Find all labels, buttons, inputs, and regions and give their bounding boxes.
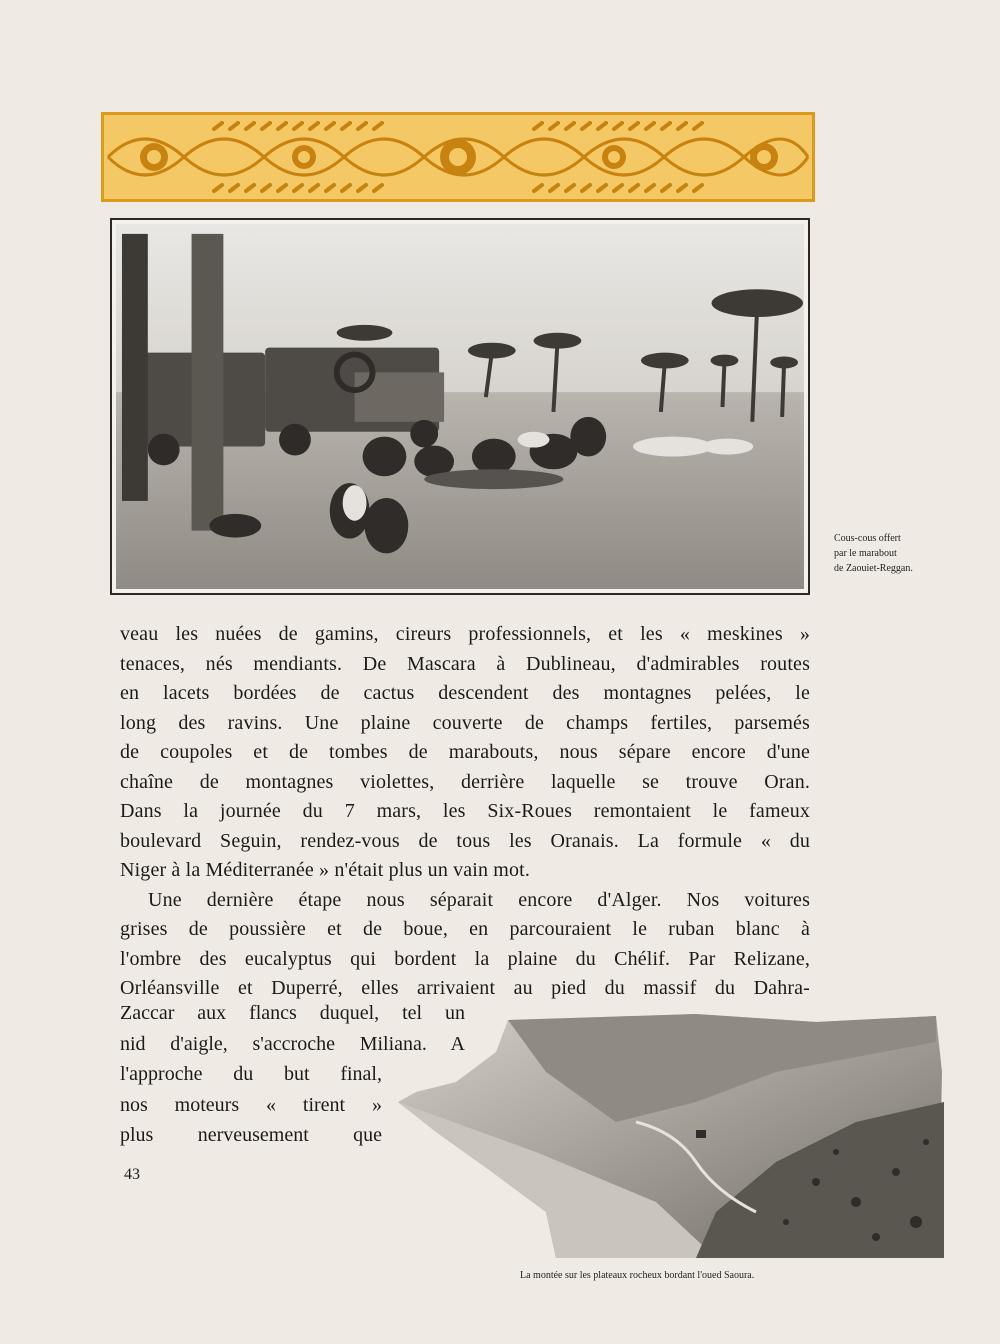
text-line: Orléansville et Duperré, elles arrivaient au pied du massif du Dahra- [120, 977, 810, 999]
text-line: veau les nuées de gamins, cireurs professionnels, et les « meskines » [120, 623, 810, 645]
text-line: Niger à la Méditerranée » n'était plus un vain mot. [120, 859, 531, 881]
text-line: nos moteurs « tirent » [120, 1093, 382, 1116]
text-line: l'ombre des eucalyptus qui bordent la plaine du Chélif. Par Relizane, [120, 947, 810, 970]
photo-couscous-oasis [110, 218, 810, 595]
text-line: chaîne de montagnes violettes, derrière laquelle se trouve Oran. [120, 770, 810, 793]
wrapped-text [120, 998, 465, 1151]
text-line: Zaccar aux flancs duquel, tel un [120, 1002, 465, 1024]
caption-line: de Zaouiet-Reggan. [834, 563, 913, 574]
arabesque-ornament-icon [104, 115, 812, 199]
text-line: Dans la journée du 7 mars, les Six-Roues remontaient le fameux [120, 800, 810, 822]
page-number: 43 [124, 1166, 140, 1183]
caption-line: Cous-cous offert [834, 533, 901, 544]
desert-oasis-photo-icon [116, 224, 804, 589]
text-line: boulevard Seguin, rendez-vous de tous les Oranais. La formule « du [120, 829, 810, 852]
text-line: en lacets bordées de cactus descendent des montagnes pelées, le [120, 682, 810, 704]
text-line: plus nerveusement que [120, 1124, 382, 1146]
ornamental-band [101, 112, 815, 202]
text-line: l'approche du but final, [120, 1063, 382, 1085]
text-line: Une dernière étape nous séparait encore d'Alger. Nos voitures [148, 888, 810, 911]
body-text [120, 620, 810, 1004]
text-line: de coupoles et de tombes de marabouts, nous sépare encore d'une [120, 741, 810, 763]
text-line: nid d'aigle, s'accroche Miliana. A [120, 1032, 465, 1055]
photo-caption-top [834, 531, 974, 576]
photo-rocky-plateau [396, 1012, 944, 1260]
text-line: grises de poussière et de boue, en parcouraient le ruban blanc à [120, 918, 810, 940]
text-line: long des ravins. Une plaine couverte de champs fertiles, parsemés [120, 711, 810, 734]
caption-line: par le marabout [834, 548, 897, 559]
rocky-valley-photo-icon [396, 1012, 944, 1260]
photo-caption-bottom: La montée sur les plateaux rocheux bordant l'oued Saoura. [520, 1270, 755, 1281]
text-line: tenaces, nés mendiants. De Mascara à Dublineau, d'admirables routes [120, 652, 810, 675]
